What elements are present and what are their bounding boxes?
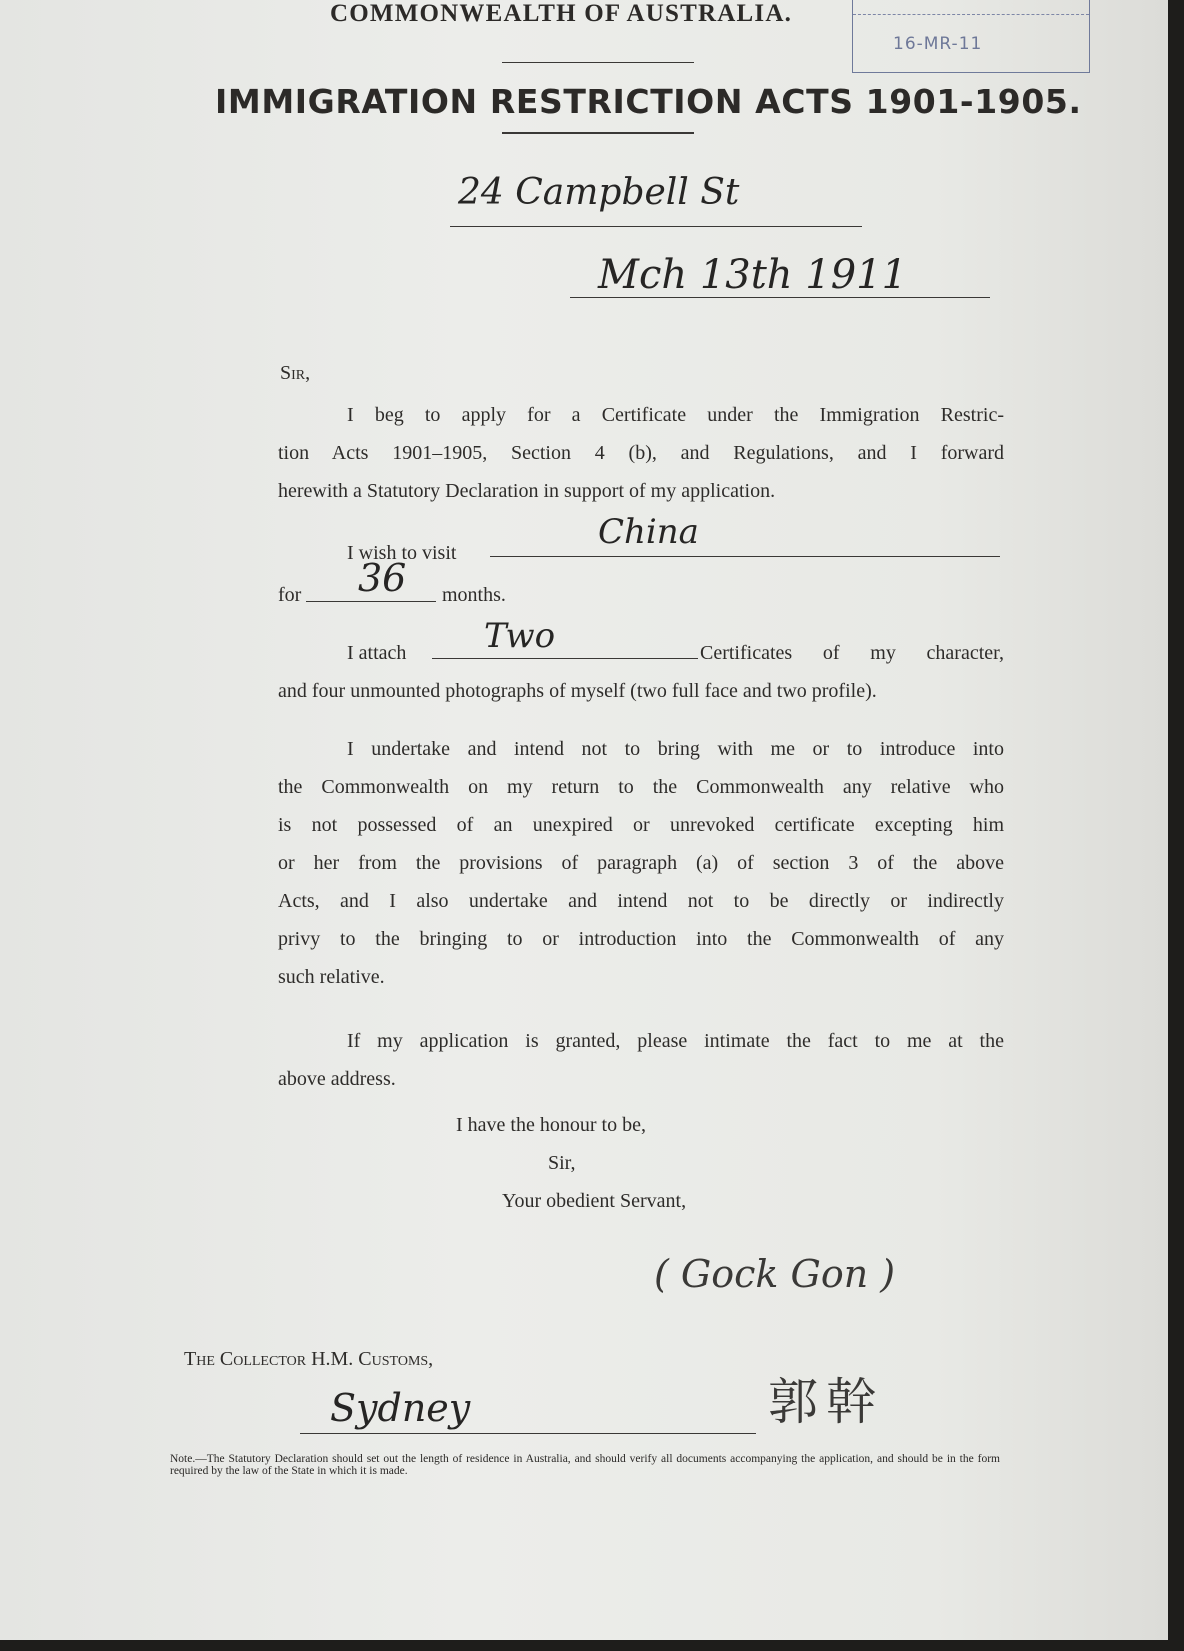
visit-field-line bbox=[490, 556, 1000, 557]
para1-line1: I beg to apply for a Certificate under the Immigration Restric- bbox=[347, 404, 1004, 426]
header-commonwealth: COMMONWEALTH OF AUSTRALIA. bbox=[330, 0, 793, 27]
para4-line2: above address. bbox=[278, 1068, 396, 1090]
date-line bbox=[570, 297, 990, 298]
para3-line3: is not possessed of an unexpired or unrevoked certificate excepting him bbox=[278, 814, 1004, 836]
para3-line2: the Commonwealth on my return to the Commonwealth any relative who bbox=[278, 776, 1004, 798]
header-rule-bottom bbox=[502, 132, 694, 134]
para1-line3: herewith a Statutory Declaration in support of my application. bbox=[278, 480, 776, 502]
months-value: 36 bbox=[358, 556, 407, 600]
header-acts-title: IMMIGRATION RESTRICTION ACTS 1901-1905. bbox=[215, 82, 1082, 121]
para3-line5: Acts, and I also undertake and intend not to be directly or indirectly bbox=[278, 890, 1004, 912]
para3-line1: I undertake and intend not to bring with me or to introduce into bbox=[347, 738, 1004, 760]
stamp-date: 16-MR-11 bbox=[893, 34, 983, 54]
para3-line6: privy to the bringing to or introduction into the Commonwealth of any bbox=[278, 928, 1004, 950]
stamp-divider bbox=[853, 14, 1089, 15]
signature-chinese: 郭幹 bbox=[768, 1373, 884, 1431]
handwritten-date: Mch 13th 1911 bbox=[598, 252, 908, 298]
for-label: for bbox=[278, 584, 302, 606]
attach-label: I attach bbox=[347, 642, 407, 664]
header-rule-top bbox=[502, 62, 694, 63]
address-line bbox=[450, 226, 862, 227]
place-line bbox=[300, 1433, 756, 1434]
handwritten-address: 24 Campbell St bbox=[458, 172, 740, 213]
recipient-collector: The Collector H.M. Customs, bbox=[184, 1348, 434, 1370]
months-label: months. bbox=[442, 584, 506, 606]
certificates-label: Certificates of my character, bbox=[700, 642, 1004, 664]
visit-label: I wish to visit bbox=[347, 542, 457, 564]
signature-english: ( Gock Gon ) bbox=[654, 1252, 896, 1296]
recipient-place: Sydney bbox=[330, 1386, 471, 1430]
para4-line1: If my application is granted, please intimate the fact to me at the bbox=[347, 1030, 1004, 1052]
closing-honour: I have the honour to be, bbox=[456, 1114, 646, 1136]
photos-line: and four unmounted photographs of myself (two full face and two profile). bbox=[278, 680, 877, 702]
visit-value: China bbox=[598, 512, 699, 552]
months-field-line bbox=[306, 601, 436, 602]
attach-field-line bbox=[432, 658, 698, 659]
closing-servant: Your obedient Servant, bbox=[502, 1190, 687, 1212]
para1-line2: tion Acts 1901–1905, Section 4 (b), and Regulations, and I forward bbox=[278, 442, 1004, 464]
received-stamp bbox=[852, 0, 1090, 73]
closing-sir: Sir, bbox=[548, 1152, 576, 1174]
salutation: Sir, bbox=[280, 362, 311, 384]
footer-note: Note.—The Statutory Declaration should set out the length of residence in Australia, and should verify all documents accompanying the application, and should be in the form required by the law of the State in which it is made. bbox=[170, 1453, 1000, 1477]
para3-line7: such relative. bbox=[278, 966, 385, 988]
attach-value: Two bbox=[484, 616, 556, 656]
para3-line4: or her from the provisions of paragraph (a) of section 3 of the above bbox=[278, 852, 1004, 874]
